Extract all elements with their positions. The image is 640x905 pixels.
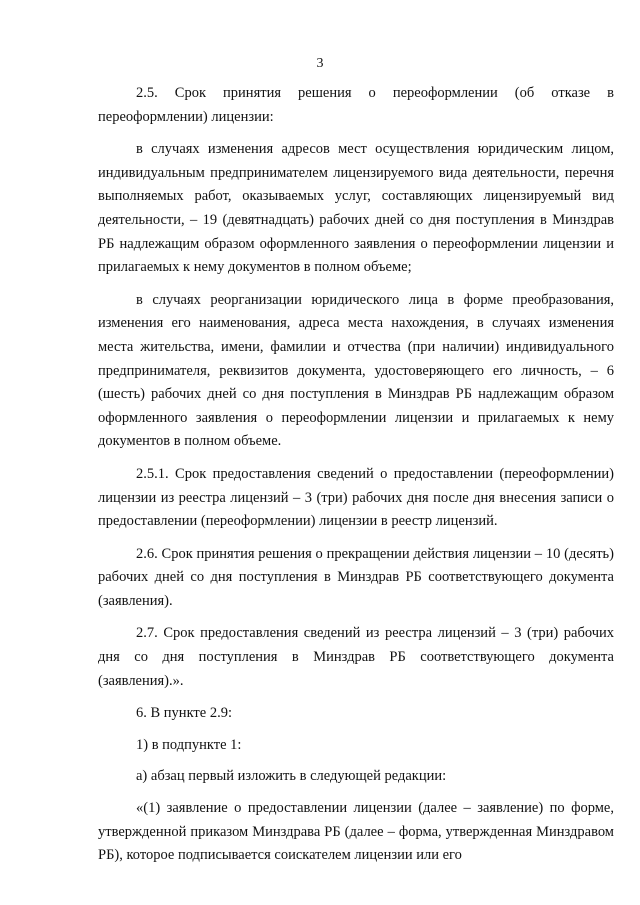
paragraph-2-5: 2.5. Срок принятия решения о переоформлении (об отказе в переоформлении) лицензии: bbox=[98, 85, 614, 125]
paragraph-subitem-1: 1) в подпункте 1: bbox=[136, 736, 242, 753]
paragraph-2-7: 2.7. Срок предоставления сведений из реестра лицензий – 3 (три) рабочих дня со дня поступления в Минздрав РБ соответствующего документа (заявления).». bbox=[98, 625, 614, 689]
paragraph-2-6: 2.6. Срок принятия решения о прекращении действия лицензии – 10 (десять) рабочих дней со дня поступления в Минздрав РБ соответствующего документа (заявления). bbox=[98, 545, 614, 609]
paragraph-subitem-a: а) абзац первый изложить в следующей редакции: bbox=[136, 768, 447, 785]
paragraph-2-5-1: 2.5.1. Срок предоставления сведений о предоставлении (переоформлении) лицензии из реестра лицензий – 3 (три) рабочих дня после дня внесения записи о предоставлении (переоформлении) лицензии в реестр лицензий. bbox=[98, 465, 614, 530]
page-number: 3 bbox=[316, 56, 324, 71]
paragraph-reorganization: в случаях реорганизации юридического лица в форме преобразования, изменения его наименования, адреса места нахождения, в случаях изменения места жительства, имени, фамилии и отчества (при наличии) индивидуального предпринимателя, реквизитов документа, удостоверяющего его личность, – 6 (шесть) рабочих дней со дня поступления в Минздрав РБ надлежащим образом оформленного заявления о переоформлении лицензии и прилагаемых к нему документов в полном объеме. bbox=[98, 291, 614, 450]
paragraph-address-change: в случаях изменения адресов мест осуществления юридическим лицом, индивидуальным предпринимателем лицензируемого вида деятельности, перечня выполняемых работ, оказываемых услуг, составляющих лицензируемый вид деятельности, – 19 (девятнадцать) рабочих дней со дня поступления в Минздрав РБ надлежащим образом оформленного заявления о переоформлении лицензии и прилагаемых к нему документов в полном объеме; bbox=[98, 141, 614, 276]
paragraph-item-6: 6. В пункте 2.9: bbox=[136, 705, 232, 722]
document-body bbox=[98, 82, 614, 877]
paragraph-application-text: «(1) заявление о предоставлении лицензии (далее – заявление) по форме, утвержденной приказом Минздрава РБ (далее – форма, утвержденная Минздравом РБ), которое подписывается соискателем лицензии или его bbox=[98, 800, 614, 864]
